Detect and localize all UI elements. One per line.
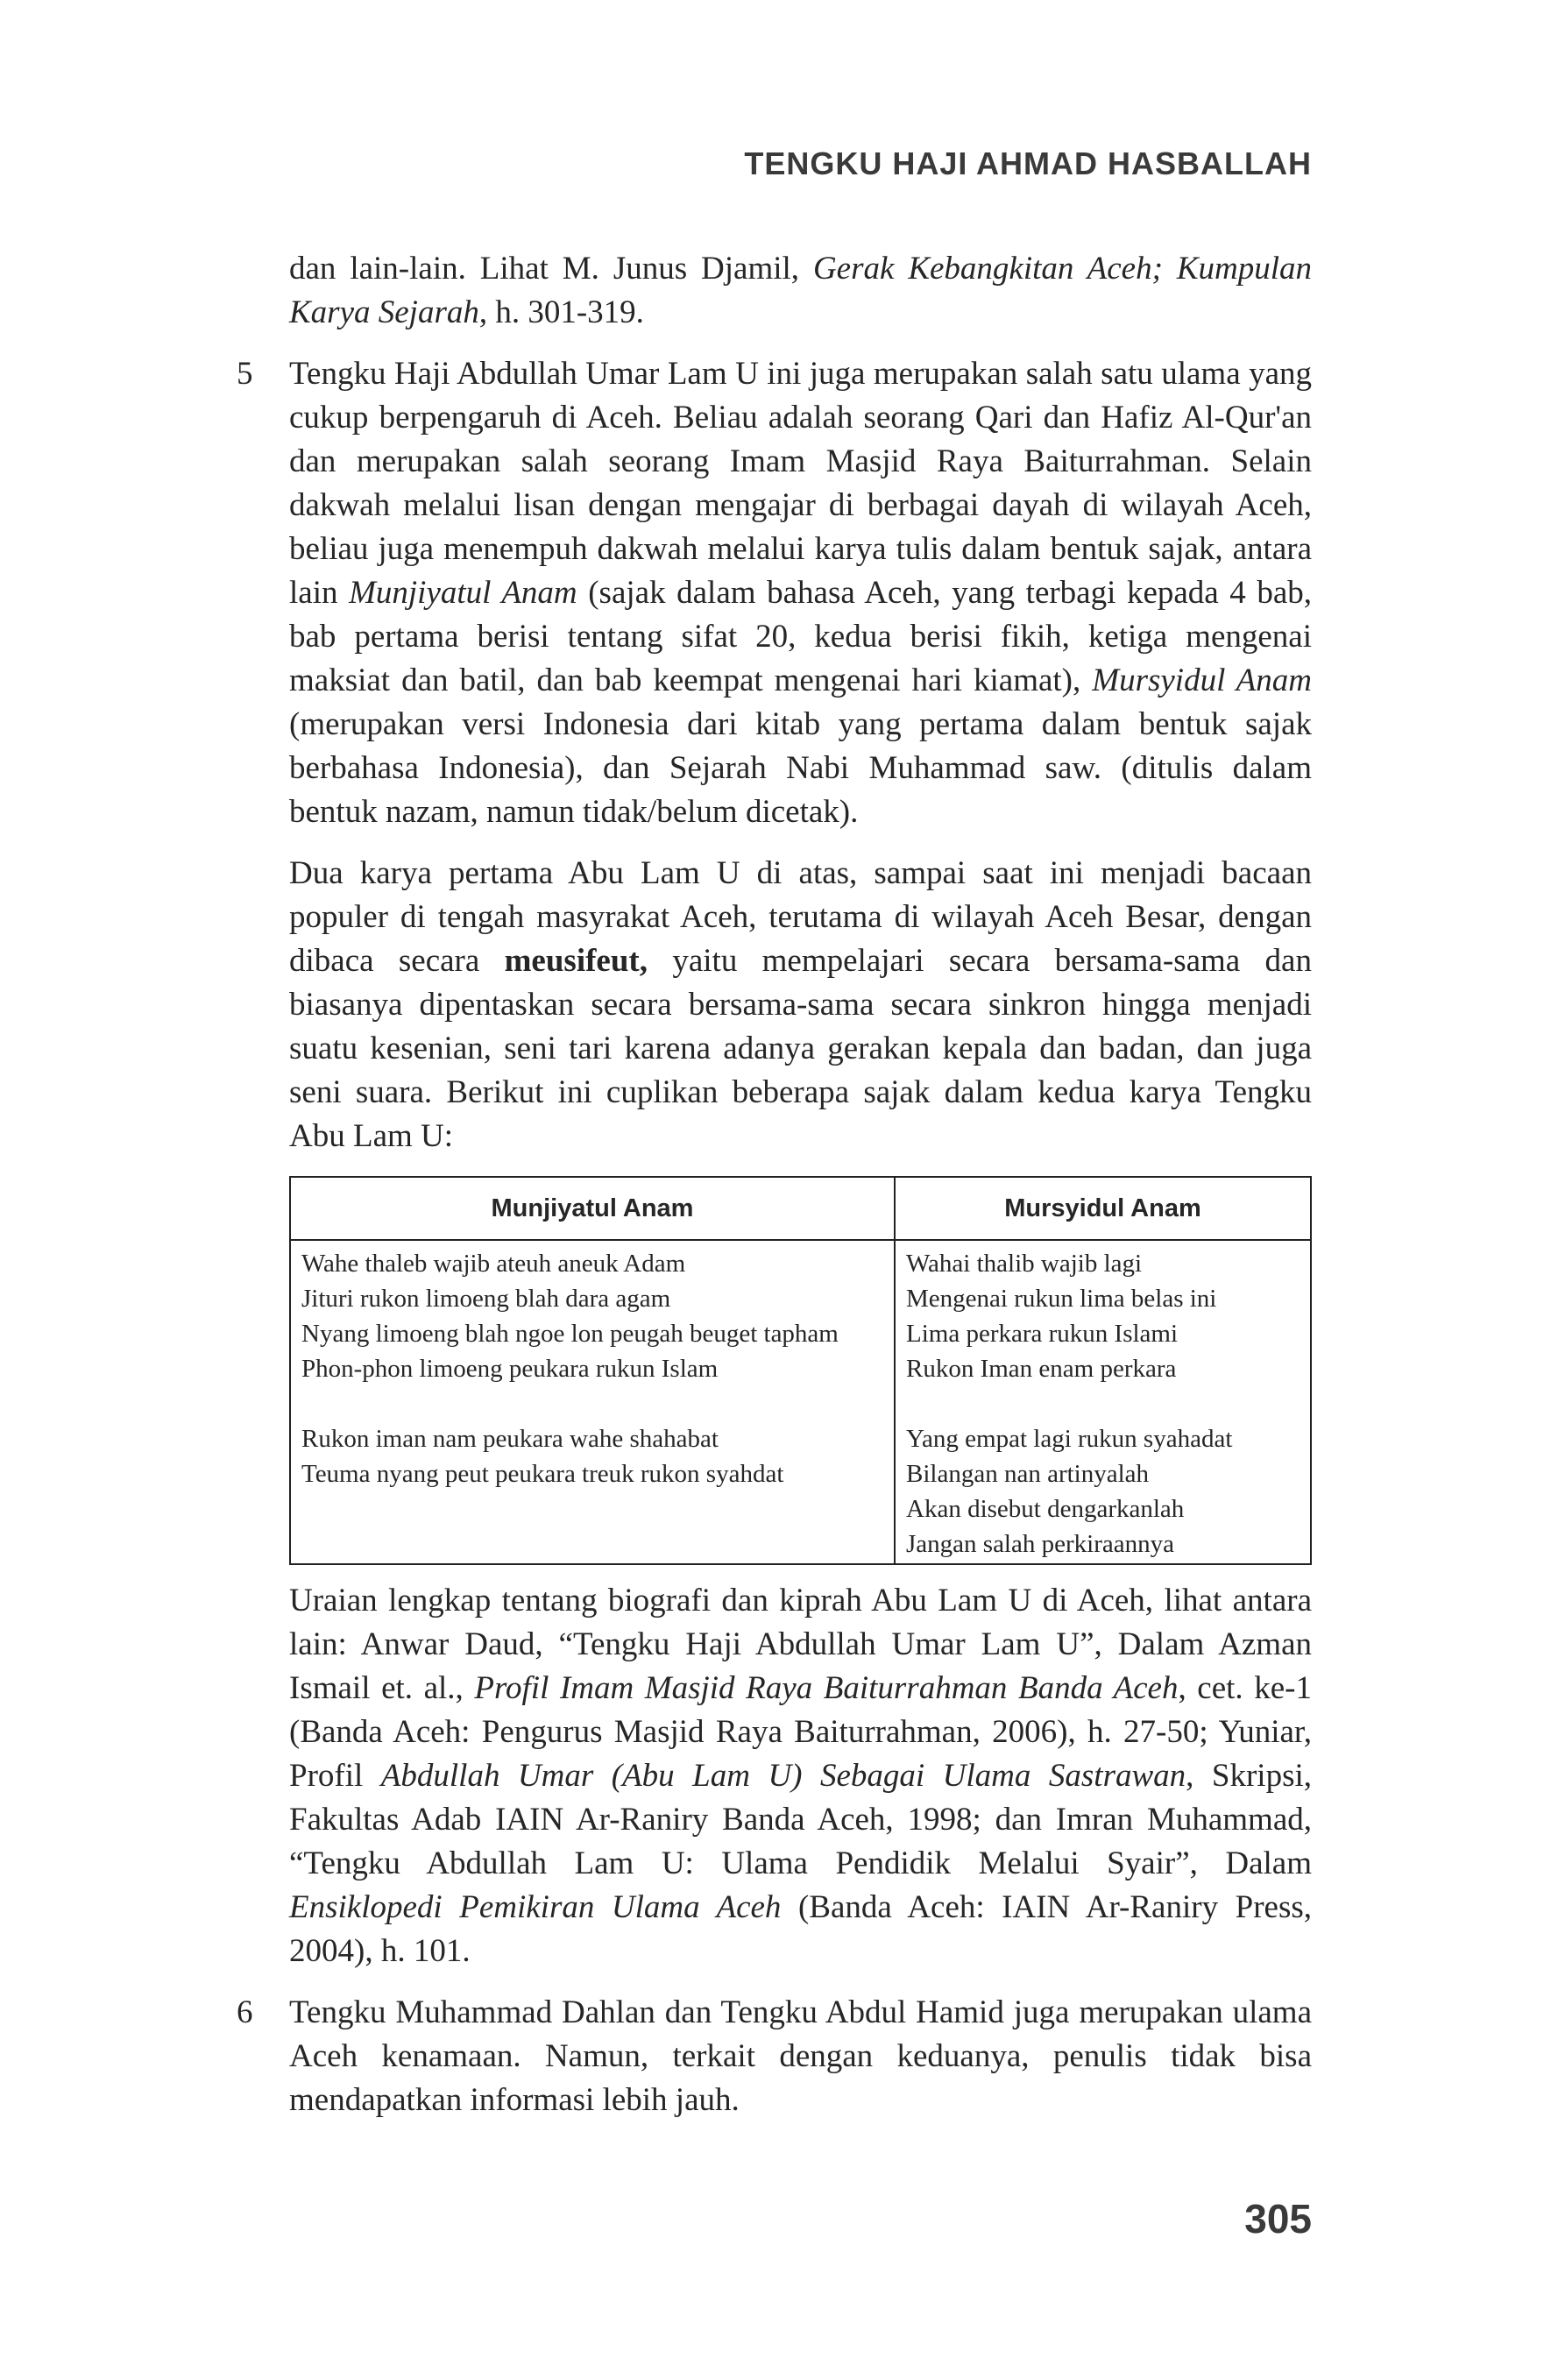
footnote-5-paragraph-1 [289,352,1312,834]
footnote-5-paragraph-3 [289,1579,1312,1973]
note-text: (sajak dalam bahasa Aceh, yang terbagi kepada 4 bab, bab pertama berisi tentang sifat 20, kedua berisi fikih, ketiga mengenai maksiat dan batil, dan bab keempat mengenai hari kiamat), [289,575,1313,698]
footnote-5 [237,352,1313,1973]
footnote-number: 6 [237,1994,253,2030]
note-text: (Banda Aceh: IAIN Ar-Raniry Press, 2004), h. 101. [289,1889,1312,1969]
note-text: yaitu mempelajari secara bersama-sama dan biasanya dipentaskan secara bersama-sama secara sinkron hingga menjadi suatu kesenian, seni tari karena adanya gerakan kepala dan badan, dan juga seni suara. Berikut ini cuplikan beberapa sajak dalam kedua karya Tengku Abu Lam U: [289,943,1312,1154]
poem-line: Jangan salah perkiraannya [906,1530,1174,1558]
note-text: , Skripsi, Fakultas Adab IAIN Ar-Raniry Banda Aceh, 1998; dan Imran Muhammad, “Tengku Abdullah Lam U: Ulama Pendidik Melalui Syair”, Dalam [289,1758,1313,1881]
poem-comparison-table [289,1176,1312,1565]
footnote-5-paragraph-2 [289,852,1312,1158]
note-text: Tengku Haji Abdullah Umar Lam U ini juga merupakan salah satu ulama yang cukup berpengaruh di Aceh. Beliau adalah seorang Qari dan Hafiz Al-Qur'an dan merupakan salah seorang Imam Masjid Raya Baiturrahman. Selain dakwah melalui lisan dengan mengajar di berbagai dayah di wilayah Aceh, beliau juga menempuh dakwah melalui karya tulis dalam bentuk sajak, antara lain [289,356,1312,611]
poem-line: Rukon iman nam peukara wahe shahabat [301,1425,719,1453]
column-header: Munjiyatul Anam [290,1177,895,1240]
poem-line: Mengenai rukun lima belas ini [906,1285,1217,1313]
table-header-row [290,1177,1311,1240]
poem-line: Phon-phon limoeng peukara rukun Islam [301,1355,719,1383]
poem-line: Wahe thaleb wajib ateuh aneuk Adam [301,1250,686,1278]
continued-footnote [289,247,1312,335]
note-text: , cet. ke-1 (Banda Aceh: Pengurus Masjid Raya Baiturrahman, 2006), h. 27-50; Yuniar, Profil [289,1670,1312,1794]
note-text: (merupakan versi Indonesia dari kitab yang pertama dalam bentuk sajak berbahasa Indonesia), dan Sejarah Nabi Muhammad saw. (ditulis dalam bentuk nazam, namun tidak/belum dicetak). [289,706,1312,830]
note-text: dan lain-lain. Lihat M. Junus Djamil, [289,251,813,287]
book-title: Abdullah Umar (Abu Lam U) Sebagai Ulama Sastrawan [380,1758,1186,1794]
poem-line: Rukon Iman enam perkara [906,1355,1177,1383]
footnote-6-paragraph: Tengku Muhammad Dahlan dan Tengku Abdul Hamid juga merupakan ulama Aceh kenamaan. Namun, terkait dengan keduanya, penulis tidak bisa mendapatkan informasi lebih jauh. [289,1994,1312,2118]
poem-line: Wahai thalib wajib lagi [906,1250,1143,1278]
note-text: Uraian lengkap tentang biografi dan kiprah Abu Lam U di Aceh, lihat antara lain: Anwar Daud, “Tengku Haji Abdullah Umar Lam U”, Dalam Azman Ismail et. al., [289,1583,1312,1706]
book-title: Munjiyatul Anam [349,575,577,611]
book-title: Gerak Kebangkitan Aceh; Kumpulan Karya Sejarah [289,251,1313,330]
note-text: Dua karya pertama Abu Lam U di atas, sampai saat ini menjadi bacaan populer di tengah masyrakat Aceh, terutama di wilayah Aceh Besar, dengan dibaca secara [289,855,1312,979]
table-row [290,1240,1311,1564]
footnote-number: 5 [237,356,253,392]
book-title: Ensiklopedi Pemikiran Ulama Aceh [289,1889,782,1925]
poem-line: Nyang limoeng blah ngoe lon peugah beuget tapham [301,1320,839,1348]
poem-line: Lima perkara rukun Islami [906,1320,1179,1348]
poem-line: Akan disebut dengarkanlah [906,1495,1185,1523]
page-number: 305 [1244,2196,1312,2242]
poem-line: Teuma nyang peut peukara treuk rukon syahdat [301,1460,784,1488]
running-header: TENGKU HAJI AHMAD HASBALLAH [744,145,1312,181]
bold-term: meusifeut, [504,943,648,979]
poem-line: Bilangan nan artinyalah [906,1460,1150,1488]
mursyidul-anam-cell [895,1240,1311,1564]
poem-line: Yang empat lagi rukun syahadat [906,1425,1233,1453]
note-text: , h. 301-319. [478,294,644,330]
book-title: Profil Imam Masjid Raya Baiturrahman Banda Aceh [474,1670,1179,1706]
column-header: Mursyidul Anam [895,1177,1311,1240]
book-title: Mursyidul Anam [1092,662,1312,698]
footnote-6 [237,1991,1312,2122]
footnotes-body [237,247,1313,2122]
munjiyatul-anam-cell [290,1240,895,1564]
poem-line: Jituri rukon limoeng blah dara agam [301,1285,671,1313]
